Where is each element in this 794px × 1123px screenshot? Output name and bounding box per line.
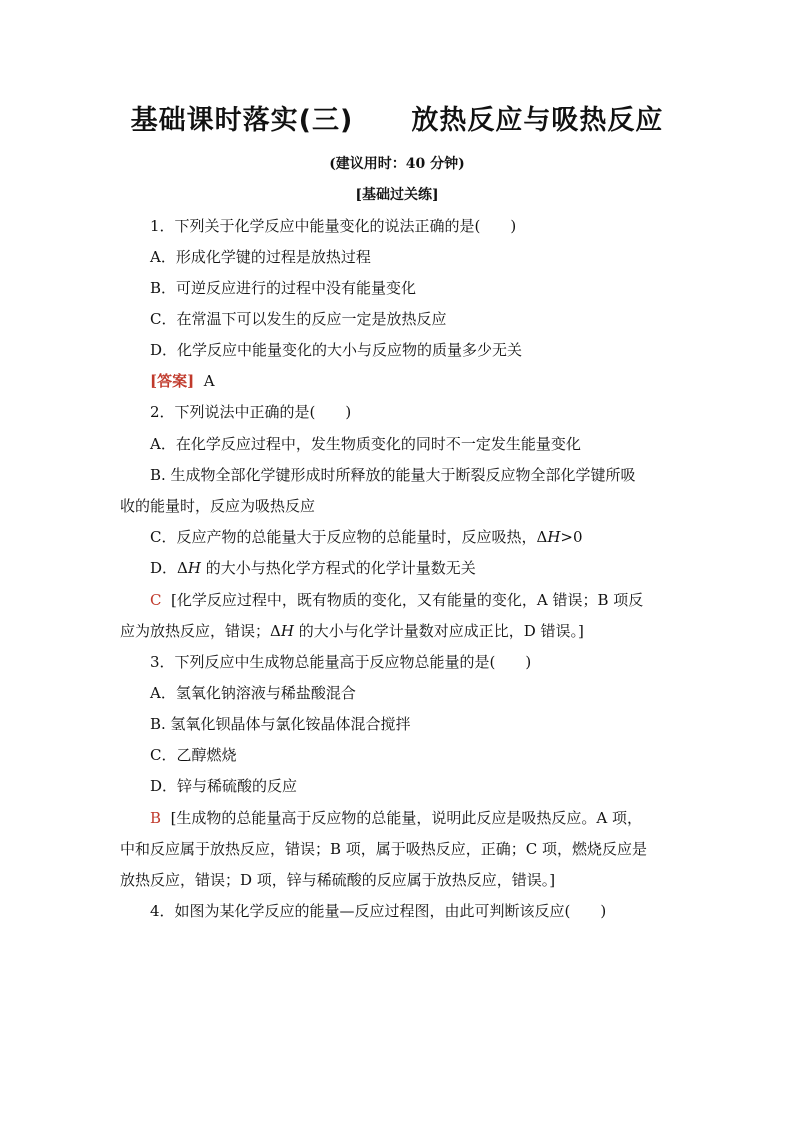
q1-answer <box>150 371 215 391</box>
q2-option-b-line1: B. 生成物全部化学键形成时所释放的能量大于断裂反应物全部化学键所吸 <box>150 466 636 484</box>
title-right: 放热反应与吸热反应 <box>411 105 664 136</box>
answer-tag: [答案] <box>150 372 195 390</box>
time-note: (建议用时：40 分钟) <box>329 156 465 172</box>
q3-explanation-text1: [生成物的总能量高于反应物的总能量，说明此反应是吸热反应。A 项， <box>170 809 643 827</box>
q1-option-c: C．在常温下可以发生的反应一定是放热反应 <box>150 310 447 328</box>
q3-option-a: A．氢氧化钠溶液与稀盐酸混合 <box>150 684 356 702</box>
page-title <box>0 98 794 137</box>
q3-explanation-line3: 放热反应，错误；D 项，锌与稀硫酸的反应属于放热反应，错误。] <box>120 871 556 889</box>
q2-option-c-text: C．反应产物的总能量大于反应物的总能量时，反应吸热，Δ <box>150 528 548 546</box>
q1-option-a: A．形成化学键的过程是放热过程 <box>150 248 371 266</box>
q3-option-d: D．锌与稀硫酸的反应 <box>150 777 298 795</box>
q2-explanation-tail: 的大小与化学计量数对应成正比，D 错误。] <box>293 622 584 640</box>
q3-explanation-line2: 中和反应属于放热反应，错误；B 项，属于吸热反应，正确；C 项，燃烧反应是 <box>120 840 648 858</box>
q2-answer-letter: C <box>150 591 162 609</box>
q2-explanation-text1: [化学反应过程中，既有物质的变化，又有能量的变化，A 错误；B 项反 <box>171 591 644 609</box>
q3-option-c: C．乙醇燃烧 <box>150 746 237 764</box>
q3-answer-letter: B <box>150 809 162 827</box>
q1-answer-value: A <box>203 372 215 390</box>
q2-option-c-tail: >0 <box>560 528 583 546</box>
q4-stem: 4．如图为某化学反应的能量—反应过程图，由此可判断该反应( ) <box>150 902 607 920</box>
q2-explanation-line1 <box>150 590 643 610</box>
section-heading: [基础过关练] <box>355 187 439 203</box>
q2-option-d <box>150 558 476 578</box>
title-left: 基础课时落实(三) <box>130 105 354 136</box>
q2-stem: 2．下列说法中正确的是( ) <box>150 403 352 421</box>
q2-explanation-var: H <box>280 622 294 640</box>
q2-option-d-text: D．Δ <box>150 559 188 577</box>
q2-explanation-line2 <box>120 621 584 641</box>
q1-option-d: D．化学反应中能量变化的大小与反应物的质量多少无关 <box>150 341 523 359</box>
q3-explanation-line1 <box>150 808 642 828</box>
q2-explanation-text2: 应为放热反应，错误；Δ <box>120 622 281 640</box>
q3-option-b: B. 氢氧化钡晶体与氯化铵晶体混合搅拌 <box>150 715 411 733</box>
q2-option-d-tail: 的大小与热化学方程式的化学计量数无关 <box>200 559 476 577</box>
q2-option-b-line2: 收的能量时，反应为吸热反应 <box>120 497 316 515</box>
q1-option-b: B．可逆反应进行的过程中没有能量变化 <box>150 279 417 297</box>
q2-option-c <box>150 527 583 547</box>
q2-option-c-var: H <box>547 528 561 546</box>
q1-stem: 1．下列关于化学反应中能量变化的说法正确的是( ) <box>150 217 517 235</box>
q3-stem: 3．下列反应中生成物总能量高于反应物总能量的是( ) <box>150 653 532 671</box>
q2-option-d-var: H <box>187 559 201 577</box>
q2-option-a: A．在化学反应过程中，发生物质变化的同时不一定发生能量变化 <box>150 435 581 453</box>
